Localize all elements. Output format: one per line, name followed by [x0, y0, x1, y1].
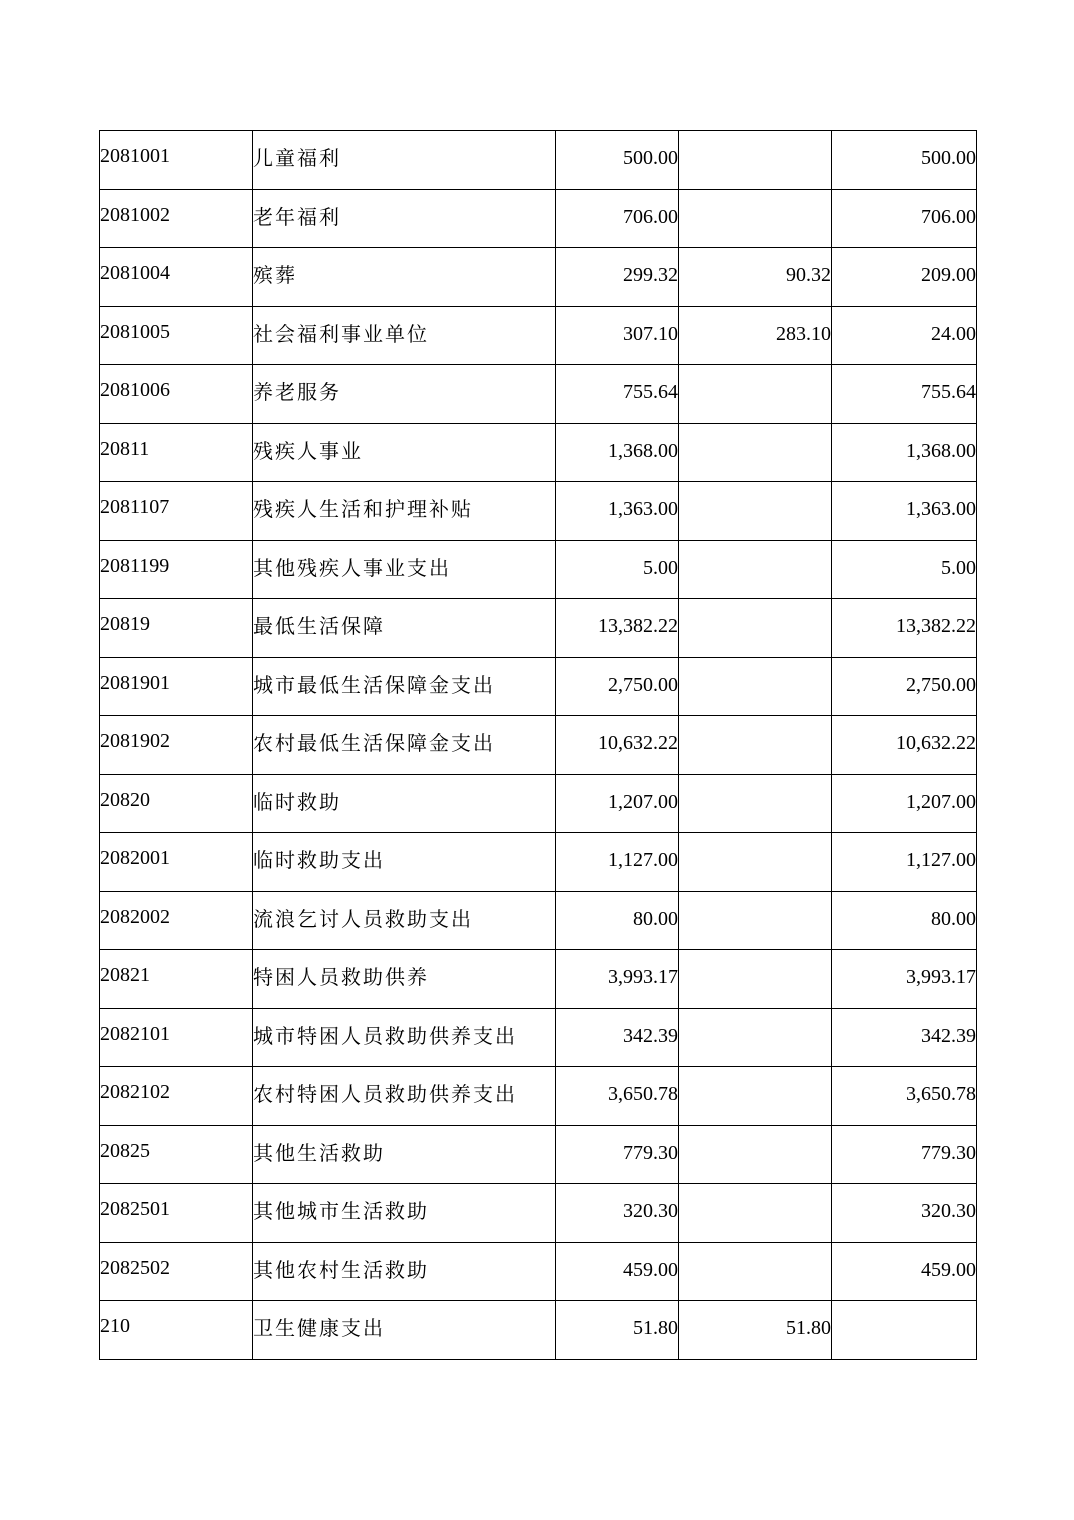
project-expenditure-cell [832, 657, 977, 716]
basic-expenditure-cell [679, 1008, 832, 1067]
table-row [100, 1301, 977, 1360]
total-amount-text: 779.30 [623, 1141, 678, 1164]
project-expenditure-text: 500.00 [921, 147, 976, 170]
subject-code-text: 2081199 [100, 554, 170, 577]
total-amount-cell [556, 657, 679, 716]
subject-name-text: 特困人员救助供养 [253, 965, 429, 990]
table-row [100, 423, 977, 482]
total-amount-text: 1,207.00 [608, 790, 678, 813]
project-expenditure-cell [832, 716, 977, 775]
total-amount-text: 299.32 [623, 264, 678, 287]
project-expenditure-cell [832, 189, 977, 248]
table-row [100, 540, 977, 599]
basic-expenditure-cell [679, 599, 832, 658]
subject-code-text: 210 [100, 1315, 130, 1338]
total-amount-text: 1,363.00 [608, 498, 678, 521]
project-expenditure-text: 2,750.00 [906, 673, 976, 696]
subject-code-cell [100, 189, 253, 248]
project-expenditure-cell [832, 599, 977, 658]
table-row [100, 833, 977, 892]
subject-code-text: 2081902 [100, 730, 170, 753]
table-row [100, 1067, 977, 1126]
subject-code-text: 2081002 [100, 203, 170, 226]
total-amount-text: 500.00 [623, 147, 678, 170]
project-expenditure-text: 13,382.22 [896, 615, 976, 638]
subject-code-cell [100, 1301, 253, 1360]
total-amount-text: 2,750.00 [608, 673, 678, 696]
subject-code-text: 2082001 [100, 847, 170, 870]
subject-name-text: 其他农村生活救助 [253, 1257, 429, 1282]
table-row [100, 131, 977, 190]
project-expenditure-text: 1,207.00 [906, 790, 976, 813]
total-amount-cell [556, 189, 679, 248]
project-expenditure-cell [832, 950, 977, 1009]
subject-code-cell [100, 131, 253, 190]
table-row [100, 716, 977, 775]
total-amount-text: 13,382.22 [598, 615, 678, 638]
subject-code-text: 2082501 [100, 1198, 170, 1221]
subject-code-cell [100, 950, 253, 1009]
subject-name-text: 社会福利事业单位 [253, 321, 429, 346]
table-row [100, 1242, 977, 1301]
subject-code-text: 2082002 [100, 905, 170, 928]
budget-table [99, 130, 977, 1360]
project-expenditure-cell [832, 833, 977, 892]
subject-name-cell [253, 1008, 556, 1067]
total-amount-text: 80.00 [633, 907, 678, 930]
subject-code-cell [100, 833, 253, 892]
subject-name-text: 流浪乞讨人员救助支出 [253, 906, 473, 931]
total-amount-cell [556, 365, 679, 424]
subject-code-text: 2081006 [100, 379, 170, 402]
subject-name-text: 老年福利 [253, 204, 341, 229]
project-expenditure-text: 1,363.00 [906, 498, 976, 521]
project-expenditure-text: 320.30 [921, 1200, 976, 1223]
subject-name-cell [253, 950, 556, 1009]
subject-name-cell [253, 1242, 556, 1301]
subject-name-text: 养老服务 [253, 380, 341, 405]
basic-expenditure-cell [679, 1125, 832, 1184]
subject-code-cell [100, 482, 253, 541]
subject-name-cell [253, 599, 556, 658]
project-expenditure-text: 1,127.00 [906, 849, 976, 872]
project-expenditure-cell [832, 1125, 977, 1184]
subject-name-text: 其他残疾人事业支出 [253, 555, 451, 580]
subject-code-text: 20820 [100, 788, 150, 811]
subject-name-text: 儿童福利 [253, 146, 341, 171]
subject-name-text: 农村特困人员救助供养支出 [253, 1082, 517, 1107]
basic-expenditure-text: 51.80 [786, 1317, 831, 1340]
table-row [100, 306, 977, 365]
subject-code-cell [100, 1067, 253, 1126]
total-amount-text: 1,127.00 [608, 849, 678, 872]
project-expenditure-cell [832, 423, 977, 482]
basic-expenditure-cell [679, 482, 832, 541]
table-row [100, 599, 977, 658]
subject-name-cell [253, 423, 556, 482]
total-amount-text: 51.80 [633, 1317, 678, 1340]
subject-code-text: 20825 [100, 1139, 150, 1162]
subject-code-text: 2081901 [100, 671, 170, 694]
project-expenditure-text: 3,993.17 [906, 966, 976, 989]
subject-name-text: 城市特困人员救助供养支出 [253, 1023, 517, 1048]
table-row [100, 950, 977, 1009]
total-amount-cell [556, 482, 679, 541]
total-amount-text: 3,993.17 [608, 966, 678, 989]
subject-code-cell [100, 1242, 253, 1301]
basic-expenditure-cell [679, 365, 832, 424]
basic-expenditure-cell [679, 189, 832, 248]
subject-code-cell [100, 599, 253, 658]
basic-expenditure-cell [679, 1067, 832, 1126]
project-expenditure-text: 779.30 [921, 1141, 976, 1164]
table-row [100, 482, 977, 541]
total-amount-cell [556, 891, 679, 950]
subject-name-cell [253, 1067, 556, 1126]
basic-expenditure-cell [679, 833, 832, 892]
subject-code-cell [100, 891, 253, 950]
project-expenditure-text: 3,650.78 [906, 1083, 976, 1106]
subject-name-text: 残疾人生活和护理补贴 [253, 497, 473, 522]
total-amount-cell [556, 833, 679, 892]
project-expenditure-cell [832, 248, 977, 307]
subject-name-text: 残疾人事业 [253, 438, 363, 463]
basic-expenditure-cell [679, 716, 832, 775]
subject-name-text: 最低生活保障 [253, 614, 385, 639]
total-amount-text: 342.39 [623, 1024, 678, 1047]
basic-expenditure-cell [679, 774, 832, 833]
table-row [100, 891, 977, 950]
basic-expenditure-cell [679, 423, 832, 482]
table-row [100, 365, 977, 424]
subject-code-text: 20821 [100, 964, 150, 987]
project-expenditure-cell [832, 1008, 977, 1067]
table-row [100, 1125, 977, 1184]
subject-code-text: 2081005 [100, 320, 170, 343]
subject-name-text: 其他生活救助 [253, 1140, 385, 1165]
total-amount-cell [556, 1125, 679, 1184]
table-row [100, 774, 977, 833]
subject-code-cell [100, 540, 253, 599]
subject-code-text: 20819 [100, 613, 150, 636]
basic-expenditure-cell [679, 248, 832, 307]
subject-name-text: 城市最低生活保障金支出 [253, 672, 495, 697]
subject-name-cell [253, 1184, 556, 1243]
basic-expenditure-text: 283.10 [776, 322, 831, 345]
subject-code-cell [100, 1008, 253, 1067]
total-amount-cell [556, 599, 679, 658]
subject-name-cell [253, 774, 556, 833]
subject-code-cell [100, 1125, 253, 1184]
basic-expenditure-cell [679, 1242, 832, 1301]
total-amount-text: 5.00 [643, 556, 678, 579]
subject-code-cell [100, 423, 253, 482]
subject-code-text: 2082101 [100, 1022, 170, 1045]
project-expenditure-cell [832, 1184, 977, 1243]
table-row [100, 189, 977, 248]
project-expenditure-cell [832, 365, 977, 424]
total-amount-cell [556, 1184, 679, 1243]
basic-expenditure-cell [679, 540, 832, 599]
table-body [100, 131, 977, 1360]
total-amount-cell [556, 423, 679, 482]
total-amount-text: 3,650.78 [608, 1083, 678, 1106]
basic-expenditure-cell [679, 306, 832, 365]
project-expenditure-text: 5.00 [941, 556, 976, 579]
project-expenditure-text: 24.00 [931, 322, 976, 345]
subject-code-cell [100, 248, 253, 307]
project-expenditure-cell [832, 774, 977, 833]
subject-name-cell [253, 306, 556, 365]
project-expenditure-cell [832, 306, 977, 365]
project-expenditure-text: 10,632.22 [896, 732, 976, 755]
subject-name-cell [253, 189, 556, 248]
table-row [100, 1184, 977, 1243]
total-amount-cell [556, 1008, 679, 1067]
project-expenditure-text: 80.00 [931, 907, 976, 930]
project-expenditure-text: 755.64 [921, 381, 976, 404]
total-amount-text: 320.30 [623, 1200, 678, 1223]
subject-name-cell [253, 891, 556, 950]
subject-name-cell [253, 365, 556, 424]
total-amount-text: 307.10 [623, 322, 678, 345]
total-amount-cell [556, 248, 679, 307]
subject-code-text: 2081004 [100, 262, 170, 285]
subject-code-cell [100, 716, 253, 775]
basic-expenditure-cell [679, 950, 832, 1009]
total-amount-text: 755.64 [623, 381, 678, 404]
project-expenditure-cell [832, 891, 977, 950]
subject-name-text: 农村最低生活保障金支出 [253, 731, 495, 756]
total-amount-cell [556, 1301, 679, 1360]
basic-expenditure-cell [679, 131, 832, 190]
subject-code-cell [100, 774, 253, 833]
project-expenditure-cell [832, 131, 977, 190]
subject-name-cell [253, 131, 556, 190]
total-amount-text: 10,632.22 [598, 732, 678, 755]
total-amount-cell [556, 950, 679, 1009]
project-expenditure-cell [832, 540, 977, 599]
subject-code-text: 2082502 [100, 1256, 170, 1279]
project-expenditure-cell [832, 1242, 977, 1301]
subject-name-cell [253, 657, 556, 716]
total-amount-cell [556, 306, 679, 365]
total-amount-cell [556, 1067, 679, 1126]
subject-name-text: 临时救助 [253, 789, 341, 814]
table-row [100, 657, 977, 716]
subject-name-text: 卫生健康支出 [253, 1316, 385, 1341]
total-amount-text: 706.00 [623, 205, 678, 228]
subject-name-cell [253, 482, 556, 541]
subject-name-text: 殡葬 [253, 263, 297, 288]
total-amount-cell [556, 131, 679, 190]
total-amount-cell [556, 540, 679, 599]
project-expenditure-text: 459.00 [921, 1258, 976, 1281]
basic-expenditure-cell [679, 657, 832, 716]
subject-name-text: 其他城市生活救助 [253, 1199, 429, 1224]
project-expenditure-cell [832, 482, 977, 541]
subject-name-cell [253, 1301, 556, 1360]
subject-code-text: 2081001 [100, 145, 170, 168]
total-amount-cell [556, 774, 679, 833]
project-expenditure-text: 706.00 [921, 205, 976, 228]
subject-code-cell [100, 1184, 253, 1243]
subject-code-cell [100, 365, 253, 424]
subject-name-cell [253, 716, 556, 775]
table-row [100, 1008, 977, 1067]
basic-expenditure-cell [679, 891, 832, 950]
subject-name-cell [253, 833, 556, 892]
subject-code-cell [100, 306, 253, 365]
total-amount-cell [556, 1242, 679, 1301]
project-expenditure-cell [832, 1301, 977, 1360]
basic-expenditure-text: 90.32 [786, 264, 831, 287]
subject-name-cell [253, 540, 556, 599]
subject-name-cell [253, 1125, 556, 1184]
project-expenditure-text: 342.39 [921, 1024, 976, 1047]
subject-code-text: 2081107 [100, 496, 170, 519]
table-row [100, 248, 977, 307]
project-expenditure-cell [832, 1067, 977, 1126]
project-expenditure-text: 1,368.00 [906, 439, 976, 462]
basic-expenditure-cell [679, 1184, 832, 1243]
total-amount-cell [556, 716, 679, 775]
project-expenditure-text: 209.00 [921, 264, 976, 287]
subject-name-text: 临时救助支出 [253, 848, 385, 873]
subject-code-text: 20811 [100, 437, 150, 460]
total-amount-text: 459.00 [623, 1258, 678, 1281]
basic-expenditure-cell [679, 1301, 832, 1360]
subject-code-cell [100, 657, 253, 716]
total-amount-text: 1,368.00 [608, 439, 678, 462]
subject-name-cell [253, 248, 556, 307]
subject-code-text: 2082102 [100, 1081, 170, 1104]
